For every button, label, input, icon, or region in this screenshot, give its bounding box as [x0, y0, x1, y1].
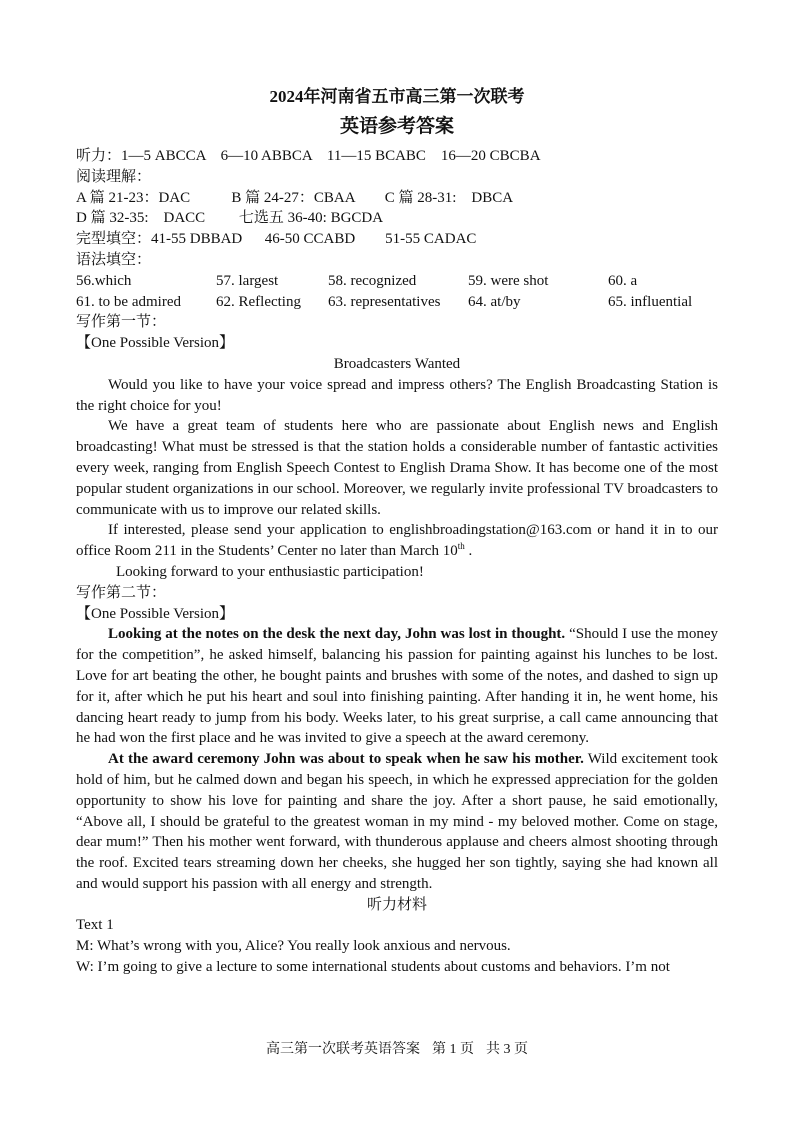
dialogue-line: W: I’m going to give a lecture to some international students about customs and behaviors. I’m not — [76, 959, 670, 976]
writing-1-version-label: 【One Possible Version】 — [76, 335, 235, 352]
reading-answers-line-1: A 篇 21-23：DAC B 篇 24-27：CBAA C 篇 28-31: DBCA — [76, 189, 514, 206]
document-subtitle: 英语参考答案 — [339, 116, 454, 137]
grammar-label: 语法填空： — [76, 251, 152, 268]
writing-2-paragraph — [76, 624, 718, 749]
grammar-answer: 64. at/by — [468, 293, 521, 310]
paragraph-body: Wild excitement took hold of him, but he calmed down and began his speech, in which he expressed appreciation for the golden opportunity to show his love for painting and share the joy. After a short pause, he said emotionally, “Above all, I should be grateful to the greatest woman in my mind - my beloved mother. Come on stage, dear mum!” Then his mother went forward, with thunderous applause and cheers almost shooting through the roof. Excited tears streaming down her cheeks, she hugged her son tightly, saying she had known all and would support his passion with all energy and strength. — [76, 751, 719, 892]
paragraph-body: “Should I use the money for the competition”, he asked himself, balancing his passion for painting against his lunches to be lost. Love for art beating the other, he bought paints and brushes with some of the notes, and dashed to sign up for it, after which he put his heart and soul into finishing painting. After handing it in, he went home, his dancing heart ready to jump from his body. Weeks later, to his great surprise, a call came announcing that he had won the first place and he was invited to give a speech at the award ceremony. — [76, 626, 718, 747]
grammar-answer: 56.which — [76, 272, 132, 289]
grammar-answer: 62. Reflecting — [216, 293, 301, 310]
listening-answers: 听力：1—5 ABCCA 6—10 ABBCA 11—15 BCABC 16—20 CBCBA — [76, 148, 541, 164]
grammar-answer: 61. to be admired — [76, 293, 181, 310]
writing-1-closing: Looking forward to your enthusiastic participation! — [116, 563, 424, 580]
reading-label: 阅读理解： — [76, 168, 152, 185]
grammar-answer: 59. were shot — [468, 272, 549, 289]
grammar-answer: 65. influential — [608, 293, 693, 310]
writing-2-paragraph — [76, 749, 718, 895]
grammar-answer: 60. a — [608, 272, 638, 289]
footer-page-number: 第 1 页 — [432, 1042, 474, 1057]
paragraph-text: If interested, please send your application to englishbroadingstation@163.com or hand it in to our office Room 211 in the Students’ Center no later than March 10 — [76, 522, 718, 560]
paragraph-end: . — [464, 543, 473, 560]
grammar-answer: 63. representatives — [328, 293, 441, 310]
cloze-answers: 完型填空：41-55 DBBAD 46-50 CCABD 51-55 CADAC — [76, 231, 477, 248]
answer-sheet-page — [76, 84, 718, 978]
paragraph-lead-sentence: Looking at the notes on the desk the next day, John was lost in thought. — [108, 626, 566, 643]
superscript: th — [457, 541, 465, 552]
grammar-answers-row-2 — [76, 292, 718, 313]
writing-1-paragraph: Would you like to have your voice spread and impress others? The English Broadcasting Station is the right choice for you! — [76, 376, 718, 414]
page-footer — [0, 1040, 794, 1061]
footer-page-total: 共 3 页 — [486, 1042, 528, 1057]
writing-1-heading: Broadcasters Wanted — [333, 355, 461, 372]
paragraph-lead-sentence: At the award ceremony John was about to speak when he saw his mother. — [108, 751, 584, 768]
writing-1-paragraph: We have a great team of students here who are passionate about English news and English broadcasting! What must be stressed is that the station holds a considerable number of fantastic activities every week, ranging from English Speech Contest to English Drama Show. It has become one of the most popular student organizations in our school. Moreover, we regularly invite professional TV broadcasters to communicate with us to improve our related skills. — [76, 418, 718, 518]
writing-1-label: 写作第一节： — [76, 314, 167, 331]
writing-2-label: 写作第二节： — [76, 584, 167, 601]
reading-answers-line-2: D 篇 32-35: DACC 七选五 36-40: BGCDA — [76, 210, 384, 227]
grammar-answer: 57. largest — [216, 272, 279, 289]
listening-material-heading: 听力材料 — [366, 896, 427, 913]
writing-1-paragraph — [76, 520, 718, 562]
footer-title: 高三第一次联考英语答案 — [266, 1042, 420, 1057]
document-title: 2024年河南省五市高三第一次联考 — [269, 87, 525, 106]
grammar-answers-row-1 — [76, 271, 718, 292]
grammar-answer: 58. recognized — [328, 272, 417, 289]
text-label: Text 1 — [76, 917, 114, 934]
dialogue-line: M: What’s wrong with you, Alice? You really look anxious and nervous. — [76, 938, 511, 955]
writing-2-version-label: 【One Possible Version】 — [76, 605, 235, 622]
